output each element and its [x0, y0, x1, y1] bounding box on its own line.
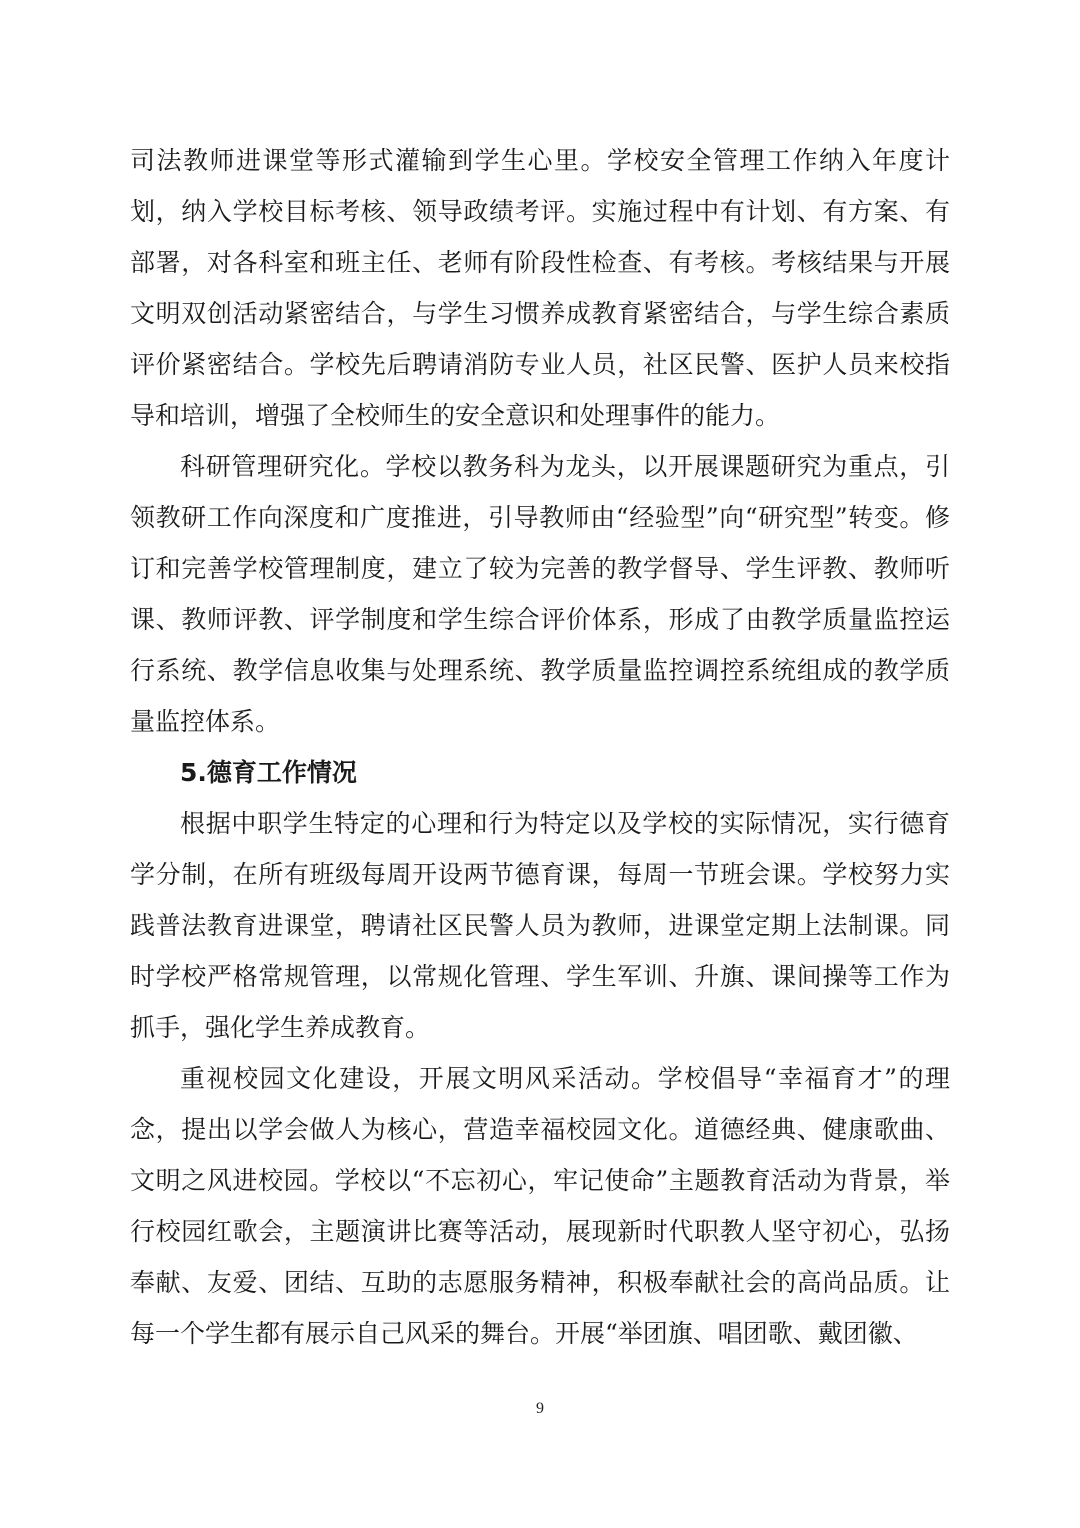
paragraph-campus-culture: 重视校园文化建设，开展文明风采活动。学校倡导“幸福育才”的理念，提出以学会做人为核心，营造幸福校园文化。道德经典、健康歌曲、文明之风进校园。学校以“不忘初心，牢记使命”主题教育活动为背景，举行校园红歌会，主题演讲比赛等活动，展现新时代职教人坚守初心，弘扬奉献、友爱、团结、互助的志愿服务精神，积极奉献社会的高尚品质。让每一个学生都有展示自己风采的舞台。开展“举团旗、唱团歌、戴团徽、: [130, 1064, 950, 1348]
paragraph-moral-credits: 根据中职学生特定的心理和行为特定以及学校的实际情况，实行德育学分制，在所有班级每周开设两节德育课，每周一节班会课。学校努力实践普法教育进课堂，聘请社区民警人员为教师，进课堂定期上法制课。同时学校严格常规管理，以常规化管理、学生军训、升旗、课间操等工作为抓手，强化学生养成教育。: [130, 809, 950, 1042]
section-heading-moral-education: 5.德育工作情况: [180, 758, 357, 787]
paragraph-safety-management: 司法教师进课堂等形式灌输到学生心里。学校安全管理工作纳入年度计划，纳入学校目标考核、领导政绩考评。实施过程中有计划、有方案、有部署，对各科室和班主任、老师有阶段性检查、有考核。考核结果与开展文明双创活动紧密结合，与学生习惯养成教育紧密结合，与学生综合素质评价紧密结合。学校先后聘请消防专业人员，社区民警、医护人员来校指导和培训，增强了全校师生的安全意识和处理事件的能力。: [130, 146, 950, 430]
page-number: 9: [536, 1400, 544, 1417]
paragraph-research-management: 科研管理研究化。学校以教务科为龙头，以开展课题研究为重点，引领教研工作向深度和广度推进，引导教师由“经验型”向“研究型”转变。修订和完善学校管理制度，建立了较为完善的教学督导、学生评教、教师听课、教师评教、评学制度和学生综合评价体系，形成了由教学质量监控运行系统、教学信息收集与处理系统、教学质量监控调控系统组成的教学质量监控体系。: [130, 452, 950, 736]
document-page: [130, 135, 950, 1359]
